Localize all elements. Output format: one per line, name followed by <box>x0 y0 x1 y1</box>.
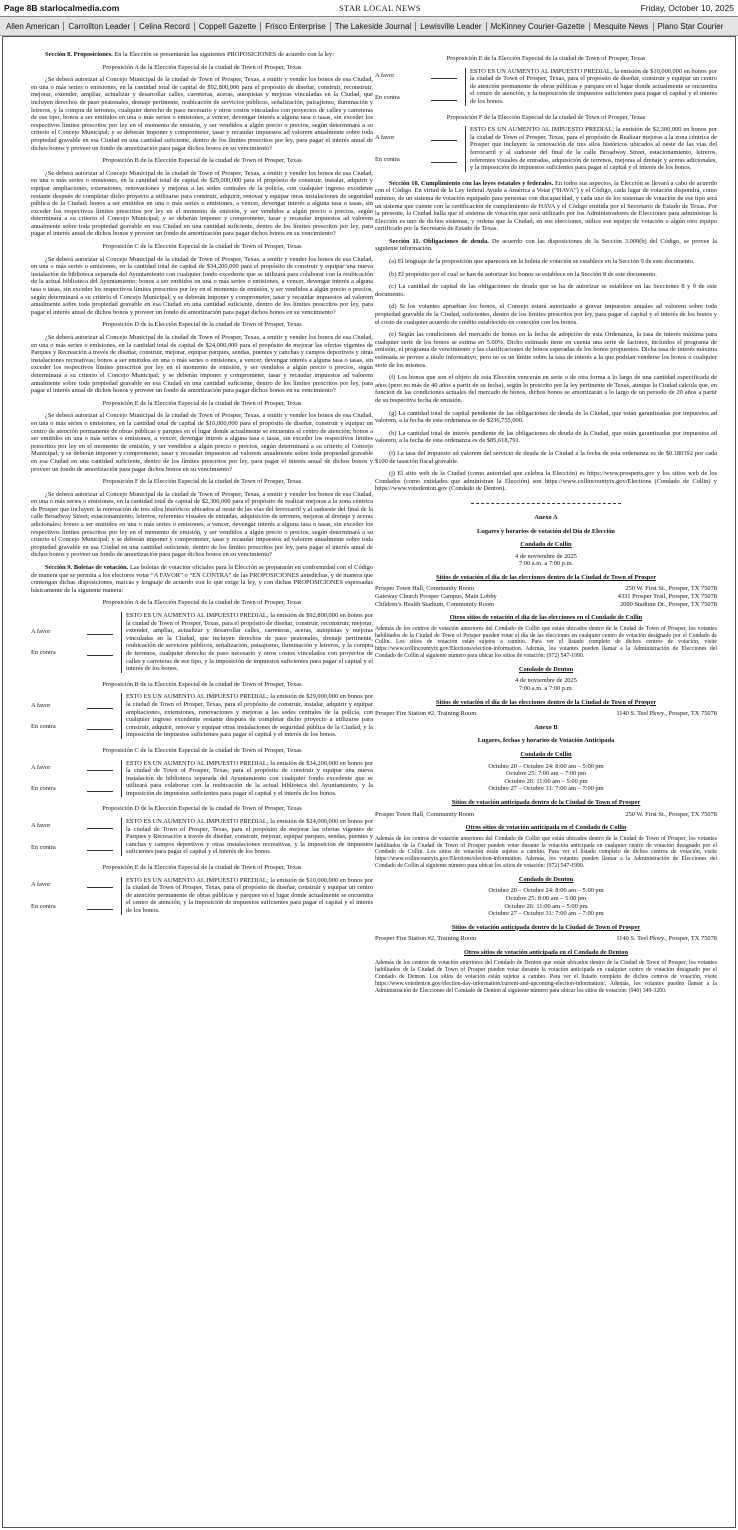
site-row: Children’s Health Stadium, Community Room 2000 Stadium Dr., Prosper, TX 75078 <box>375 600 717 608</box>
early-hours: Octubre 27 – Octubre 31: 7:00 am – 7:00 pm <box>488 910 604 918</box>
vote-line[interactable] <box>87 822 113 829</box>
item-c: (c) La cantidad de capital de las obligaciones de deuda que se ha de autorizar se establece en las Secciones 8 y 9 de este documento. <box>375 283 717 298</box>
divider <box>471 503 621 504</box>
early-hours: Octubre 20 – Octubre 24: 8:00 am – 5:00 pm <box>488 887 604 895</box>
ballot-box: A favor En contra ESTO ES UN AUMENTO AL IMPUESTO PREDIAL; la emisión de $2,300,000 en bonos por la ciudad de Town of Prosper, Texas, para el propósito de Realizar mejoras a la zona céntrica de Prosper que incluyen: la renovación de tres silos históricos ubicados al oeste de las vías del ferrocarril y al sudoeste del final de la calle Broadway Street, estacionamiento, letreros, referentes visuales de entradas, adquisición de terrenos, mejoras al drenaje y aceras adicionales, y la imposición de impuestos suficientes para pagar el capital y el interés de los bonos. <box>375 126 717 172</box>
nav-item[interactable]: Lewisville Leader <box>416 22 486 31</box>
vote-line[interactable] <box>431 156 457 163</box>
item-j: (j) El sitio web de la Ciudad (como autoridad que celebra la Elección) es https://www.prosperts.gov y los sitios web de los Condados (como entidades que administran la Elección) son https://www.collincountytx.gov/Elections (Condado de Collin) y https://www.votedenton.gov (Condado de Denton). <box>375 470 717 493</box>
item-h: (h) La cantidad total de interés pendiente de las obligaciones de deuda de la Ciudad, que están garantizadas por impuestos ad valorem, a la fecha de esta ordenanza es de $85,618,791. <box>375 429 717 445</box>
prop-text: ¿Se deberá autorizar al Concejo Municipal de la ciudad de Town of Prosper, Texas, a emitir y vender los bonos de esa Ciudad, en una o más series o emisiones, en la cantidad total de capital de $92,800,000 para el propósito de diseñar, construir, reconstruir, mejorar, extender, ampliar, actualizar y desarrollar calles, carreteras, aceras, autopistas y mejoras vinculadas en la Ciudad, que incluyen derechos de paso peatonales, drenaje pertinente, reubicación de servicios públicos, señalización, paisajismo, iluminación y letreros, y la compra de terrenos, cualquier derecho de paso necesario y otros costos vinculados con proyectos de calles y carreteras de ese tipo; bonos a ser emitidos en una o más series o emisiones, a vencer, devengar interés a alguna tasa o tasas, sin exceder los respectivos límites prescritos por ley en el momento de emisión, y ser vendidos a algún precio o precios, según determinará a su criterio el Concejo Municipal; y se deberán imponer y comprometer, tasar y recaudar impuestos ad valorem anualmente sobre toda propiedad gravable en esa Ciudad en una cantidad suficiente, dentro de los límites prescritos por ley, para pagar el interés anual de dichos bonos y proveer un fondo de amortización para pagar dichos bonos en su vencimiento? <box>31 76 373 152</box>
election-hours: 7:00 a.m. a 7:00 p.m. <box>518 560 574 568</box>
sites-heading: Sitios de votación el día de las elecciones dentro de la Ciudad de Town of Prosper <box>435 573 657 581</box>
item-g: (g) La cantidad total de capital pendiente de las obligaciones de deuda de la Ciudad, que están garantizadas por impuestos ad valorem, a la fecha de esta ordenanza es de $236,755,000. <box>375 409 717 425</box>
early-hours: Octubre 25: 8:00 am – 5:00 pm <box>505 894 587 902</box>
item-i: (i) La tasa del impuesto ad valorem del servicio de deuda de la Ciudad a la fecha de esta ordenanza es de $0.180392 por cada $100 de tasación fiscal gravable. <box>375 449 717 465</box>
paper-title: STAR LOCAL NEWS <box>338 3 421 13</box>
county-heading: Condado de Denton <box>518 875 574 883</box>
annex-a-subtitle: Lugares y horarios de votación del Día de Elección <box>477 527 615 535</box>
sites-heading: Sitios de votación anticipada dentro de la Ciudad de Town of Prosper <box>451 923 641 931</box>
ballot-box: A favor En contra ESTO ES UN AUMENTO AL IMPUESTO PREDIAL; la emisión de $29,000,000 en bonos por la ciudad de Town of Prosper, Texas, para el propósito de construir, instalar, adquirir y equipar ampliaciones, extensiones, renovaciones y mejoras a las sedes centrales de la policía, con cualquier ingreso excedente restante después de completar dicho proyecto a utilizarse para construir, adquirir, renovar y equipar otras instalaciones de seguridad pública de la Ciudad, y la imposición de impuestos suficientes para pagar el capital y el interés de los bonos. <box>31 693 373 739</box>
left-column <box>31 51 373 923</box>
ballot-heading: Proposición D de la Elección Especial de la ciudad de Town of Prosper, Texas <box>102 805 302 813</box>
section-11: Sección 11. Obligaciones de deuda. De acuerdo con las disposiciones de la Sección 3.009(b) del Código, se provee la siguiente información. <box>375 237 717 253</box>
site-row: Prosper Fire Station #2, Training Room 1140 S. Teel Pkwy., Prosper, TX 75078 <box>375 935 717 943</box>
ballot-heading: Proposición F de la Elección Especial de la ciudad de Town of Prosper, Texas <box>446 113 646 121</box>
prop-heading: Proposición C de la Elección Especial de la ciudad de Town of Prosper, Texas <box>102 243 302 251</box>
nav-item[interactable]: Allen American <box>2 22 64 31</box>
sites-heading: Otros sitios de votación anticipada en el Condado de Collin <box>465 824 627 832</box>
election-date: 4 de noviembre de 2025 <box>515 552 577 560</box>
annex-a-title: Anexo A <box>534 513 558 521</box>
section-9: Sección 9. Boletas de votación. Las boletas de votación oficiales para la Elección se prepararán en conformidad con el Código de manera que se permita a los electores votar “A FAVOR” o “EN CONTRA” de las PROPOSICIONES antedichas, y de manera que contengan dichas disposiciones, marcas y lenguaje de acuerdo con lo que exige la ley, y con dichas PROPOSICIONES expresadas básicamente de la siguiente manera: <box>31 564 374 594</box>
ballot-box: A favor En contra ESTO ES UN AUMENTO AL IMPUESTO PREDIAL; la emisión de $10,000,000 en bonos por la ciudad de Town of Prosper, Texas, para el propósito de diseñar, construir y equipar un centro de atención permanente de obras públicas y parques en el lugar donde actualmente se encuentra el centro de atención, y la imposición de impuestos suficientes para pagar el capital y el interés de los bonos. <box>31 876 373 914</box>
prop-text: ¿Se deberá autorizar al Concejo Municipal de la ciudad de Town of Prosper, Texas, a emitir y vender los bonos de esa Ciudad, en una o más series o emisiones, en la cantidad total de capital de $10,000,000 para el propósito de diseñar, construir y equipar un centro de atención permanente de obras públicas y parques en el lugar donde actualmente se encuentra el centro de atención; bonos a ser emitidos en una o más series o emisiones, a vencer, devengar interés a alguna tasa o tasas, sin exceder los respectivos límites prescritos por ley en el momento de emisión, y ser vendidos a algún precio o precios, según determinará a su criterio el Concejo Municipal; y se deberán imponer y comprometer, tasar y recaudar impuestos ad valorem anualmente sobre toda propiedad gravable en esa Ciudad en una cantidad suficiente, dentro de los límites prescritos por ley, para pagar el interés anual de dichos bonos y proveer un fondo de amortización para pagar dichos bonos en su vencimiento? <box>31 412 373 473</box>
sites-heading: Otros sitios de votación anticipada en el Condado de Denton <box>463 948 629 956</box>
county-heading: Condado de Denton <box>518 665 574 673</box>
item-f: (f) Los bonos que son el objeto de esta Elección vencerán en serie o de otra forma a lo largo de una cantidad especificada de años (pero no más de 40 años a partir de su fecha), según lo prescrito por la ley pertinente de Texas, aunque la Ciudad calcula que, en función de las condiciones actuales del mercado de bonos, dichos bonos se amortizarán a lo largo de un periodo de 20 años a partir de su respectiva fecha de emisión. <box>375 374 717 404</box>
vote-line[interactable] <box>87 764 113 771</box>
prop-text: ¿Se deberá autorizar al Concejo Municipal de la ciudad de Town of Prosper, Texas, a emitir y vender los bonos de esa Ciudad, en una o más series o emisiones, en la cantidad total de capital de $2,300,000 para el propósito de realizar mejoras a la zona céntrica de Prosper que incluyen: la renovación de tres silos históricos ubicados al oeste de las vías del ferrocarril y al sudoeste del final de la calle Broadway Street; estacionamiento, letreros, referentes visuales de entradas, adquisición de terrenos, mejoras al drenaje y aceras adicionales; bonos a ser emitidos en una o más series o emisiones, a vencer, devengar interés a alguna tasa o tasas, sin exceder los respectivos límites prescritos por ley en el momento de emisión, y ser vendidos a algún precio o precios, según determinará a su criterio el Concejo Municipal; y se deberán imponer y comprometer, tasar y recaudar impuestos ad valorem anualmente sobre toda propiedad gravable en esa Ciudad en una cantidad suficiente, dentro de los límites prescritos por ley, para pagar el interés anual de dichos bonos y proveer un fondo de amortización para pagar dichos bonos en su vencimiento? <box>31 490 373 559</box>
annex-b-subtitle: Lugares, fechas y horarios de Votación Anticipada <box>477 737 615 745</box>
early-hours: Octubre 20 – Octubre 24: 8:00 am – 5:00 pm <box>488 762 604 770</box>
prop-heading: Proposición B de la Elección Especial de la ciudad de Town of Prosper, Texas <box>102 157 302 165</box>
prop-text: ¿Se deberá autorizar al Concejo Municipal de la ciudad de Town of Prosper, Texas, a emitir y vender los bonos de esa Ciudad, en una o más series o emisiones, en la cantidad total de capital de $24,000,000 para el propósito de mejorar las ofertas vigentes de Parques y Recreación a través de diseñar, construir, mejorar, equipar parques, sendas, puentes y canchas y campos deportivos y otras instalaciones recreativas; bonos a ser emitidos en una o más series o emisiones, a vencer, devengar interés a alguna tasa o tasas, sin exceder los respectivos límites prescritos por ley en el momento de emisión, y ser vendidos a algún precio o precios, según determinará a su criterio el Concejo Municipal; y se deberán imponer y comprometer, tasar y recaudar impuestos ad valorem anualmente sobre toda propiedad gravable en esa Ciudad en una cantidad suficiente, dentro de los límites prescritos por ley, para pagar el interés anual de dichos bonos y proveer un fondo de amortización para pagar dichos bonos en su vencimiento? <box>31 334 373 395</box>
prop-text: ¿Se deberá autorizar al Concejo Municipal de la ciudad de Town of Prosper, Texas, a emitir y vender los bonos de esa Ciudad, en una o más series o emisiones, en la cantidad total de capital de $29,000,000 para el propósito de construir, instalar, adquirir y equipar ampliaciones, extensiones, renovaciones y mejoras a las sedes centrales de la policía, con cualquier ingreso excedente restante después de completar dicho proyecto a utilizarse para construir, adquirir, renovar y equipar otras instalaciones de seguridad pública de la Ciudad; bonos a ser emitidos en una o más series o emisiones, a vencer, devengar interés a alguna tasa o tasas, sin exceder los respectivos límites prescritos por ley en el momento de emisión, y ser vendidos a algún precio o precios, según determinará a su criterio el Concejo Municipal; y se deberán imponer y comprometer, tasar y recaudar impuestos ad valorem anualmente sobre toda propiedad gravable en esa Ciudad en una cantidad suficiente, dentro de los límites prescritos por ley, para pagar el interés anual de dichos bonos y proveer un fondo de amortización para pagar dichos bonos en su vencimiento? <box>31 169 373 238</box>
vote-line[interactable] <box>87 628 113 635</box>
vote-line[interactable] <box>87 702 113 709</box>
right-column <box>375 51 717 999</box>
sites-heading: Otros sitios de votación el día de las elecciones en el Condado de Collin <box>449 614 643 622</box>
nav-item[interactable]: Frisco Enterprise <box>261 22 330 31</box>
ballot-box: A favor En contra ESTO ES UN AUMENTO AL IMPUESTO PREDIAL; la emisión de $24,000,000 en bonos por la ciudad de Town of Prosper, Texas, para el propósito de mejorar las ofertas vigentes de Parques y Recreación a través de diseñar, construir, mejorar, equipar parques, sendas, puentes y canchas y campos deportivos y otras instalaciones recreativas, y la imposición de impuestos suficientes para pagar el capital y el interés de los bonos. <box>31 818 373 856</box>
vote-line[interactable] <box>87 785 113 792</box>
ballot-box: A favor En contra ESTO ES UN AUMENTO AL IMPUESTO PREDIAL; la emisión de $34,200,000 en bonos por la ciudad de Town of Prosper, Texas, para el propósito de construir y equipar una nueva instalación de biblioteca separada del Ayuntamiento con cualquier fondo excedente que se utilizará para colaborar con la reubicación de la actual biblioteca del Ayuntamiento, y la imposición de impuestos suficientes para pagar el capital y el interés de los bonos. <box>31 759 373 797</box>
nav-item[interactable]: Coppell Gazette <box>195 22 261 31</box>
vote-line[interactable] <box>87 881 113 888</box>
vote-line[interactable] <box>431 94 457 101</box>
other-sites-text: Además de los centros de votación anteriores del Condado de Collin que están ubicados dentro de la Ciudad de Town of Prosper, los votantes habilitados de la Ciudad de Town of Prosper pueden votar durante la votación anticipada en cualquier centro de votación designado por el Condado de Collin. Los sitios de votación están sujetos a cambio. Para ver el listado completo de dichos centros de votación, visite https://www.collincountytx.gov/Elections/election-information. Además, los votantes pueden llamar a la Administración de Elecciones del Condado de Collin al siguiente número para ubicar los sitios de votación: (972) 547-1990. <box>375 835 717 869</box>
prop-heading: Proposición D de la Elección Especial de la ciudad de Town of Prosper, Texas <box>102 321 302 329</box>
election-hours: 7:00 a.m. a 7:00 p.m. <box>518 685 574 693</box>
other-sites-text: Además de los centros de votación anteriores del Condado de Collin que están ubicados dentro de la Ciudad de Town of Prosper, los votantes habilitados de la Ciudad de Town of Prosper pueden votar el día de las elecciones en cualquier centro de votación designado por el Condado de Collin. Los sitios de votación están sujetos a cambio. Para ver el listado completo de dichos centros de votación, visite https://www.collincountytx.gov/Elections/election-information. Además, los votantes pueden llamar a la Administración de Elecciones del Condado de Collin al siguiente número para ubicar los sitios de votación: (972) 547-1990. <box>375 625 717 660</box>
early-hours: Octubre 26: 11:00 am – 5:00 pm <box>504 902 588 910</box>
prop-text: ¿Se deberá autorizar al Concejo Municipal de la ciudad de Town of Prosper, Texas, a emitir y vender los bonos de esa Ciudad, en una o más series o emisiones, en la cantidad total de capital de $34,200,000 para el propósito de construir y equipar una nueva instalación de biblioteca separada del Ayuntamiento con cualquier fondo excedente que se utilizará para colaborar con la reubicación de la actual biblioteca del Ayuntamiento; bonos a ser emitidos en una o más series o emisiones, a vencer, devengar interés a alguna tasa o tasas, sin exceder los respectivos límites prescritos por ley en el momento de emisión, y ser vendidos a algún precio o precios, según determinará a su criterio el Concejo Municipal; y se deberán imponer y comprometer, tasar y recaudar impuestos ad valorem anualmente sobre toda propiedad gravable en esa Ciudad en una cantidad suficiente, dentro de los límites prescritos por ley, para pagar el interés anual de dichos bonos y proveer un fondo de amortización para pagar dichos bonos en su vencimiento? <box>31 255 373 316</box>
item-d: (d) Si los votantes aprueban los bonos, el Consejo estará autorizado a gravar impuestos anuales ad valorem sobre toda propiedad gravable de la Ciudad, suficientes, dentro de los límites prescritos por ley, para pagar el capital y el interés de los bonos y el costo de cualquier acuerdo de crédito establecido en conexión con los bonos. <box>375 303 717 326</box>
site-row: Prosper Town Hall, Community Room 250 W. First St., Prosper, TX 75078 <box>375 585 717 593</box>
ballot-heading: Proposición B de la Elección Especial de la ciudad de Town of Prosper, Texas <box>102 680 302 688</box>
ballot-heading: Proposición E de la Elección Especial de la ciudad de Town of Prosper, Texas <box>446 55 646 62</box>
item-a: (a) El lenguaje de la proposición que aparecerá en la boleta de votación se establece en la Sección 9 de este documento. <box>389 258 695 266</box>
early-hours: Octubre 26: 11:00 am – 5:00 pm <box>504 777 588 785</box>
ballot-box: A favor En contra ESTO ES UN AUMENTO AL IMPUESTO PREDIAL; la emisión de $10,000,000 en bonos por la ciudad de Town of Prosper, Texas, para el propósito de diseñar, construir y equipar un centro de atención permanente de obras públicas y parques en el lugar donde actualmente se encuentra el centro de atención, y la imposición de impuestos suficientes para pagar el capital y el interés de los bonos. <box>375 67 717 105</box>
early-hours: Octubre 25: 7:00 am – 7:00 pm <box>505 770 587 778</box>
item-e: (e) Según las condiciones del mercado de bonos en la fecha de adopción de esta Ordenanza, la tasa de interés máxima para cualquier serie de los bonos se estima en 5.00%. Dicho estimado tiene en cuenta una serie de factores, incluidos el programa de emisión, el programa de vencimiento y las clasificaciones de bonos esperadas de los bonos propuestos. Dicha tasa de interés máxima estimada se provee a título informativo, pero no es un límite sobre la tasa de interés a la que podrían venderse los bonos o cualquier serie de los mismos. <box>375 331 717 369</box>
vote-line[interactable] <box>431 134 457 141</box>
prop-heading: Proposición F de la Elección Especial de la ciudad de Town of Prosper, Texas <box>102 478 302 486</box>
vote-line[interactable] <box>87 903 113 910</box>
prop-heading: Proposición E de la Elección Especial de la ciudad de Town of Prosper, Texas <box>102 399 302 407</box>
masthead <box>0 0 738 17</box>
site-row: Prosper Fire Station #2, Training Room 1140 S. Teel Pkwy., Prosper, TX 75078 <box>375 710 717 718</box>
issue-date: Friday, October 10, 2025 <box>640 3 734 13</box>
nav-item[interactable]: McKinney Courier-Gazette <box>487 22 590 31</box>
sites-heading: Sitios de votación el día de las elecciones dentro de la Ciudad de Town of Prosper <box>435 698 657 706</box>
early-hours: Octubre 27 – Octubre 31: 7:00 am – 7:00 pm <box>488 785 604 793</box>
vote-line[interactable] <box>87 844 113 851</box>
ballot-heading: Proposición A de la Elección Especial de la ciudad de Town of Prosper, Texas <box>102 599 302 607</box>
ballot-heading: Proposición E de la Elección Especial de la ciudad de Town of Prosper, Texas <box>102 864 302 872</box>
vote-line[interactable] <box>87 649 113 656</box>
county-heading: Condado de Collin <box>520 750 572 758</box>
site-row: Gateway Church Prosper Campus, Main Lobby 4331 Prosper Trail, Prosper, TX 75078 <box>375 593 717 601</box>
section-10: Sección 10. Cumplimiento con las leyes estatales y federales. En todos sus aspectos, la Elección se llevará a cabo de acuerdo con el Código. En virtud de la Ley federal Ayude a América a Votar (“HAVA”) y el Código, cada lugar de votación dispondrá, como mínimo, de un sistema de votación equipado para personas con discapacidad, y cada uno de los sistemas de votación de ese tipo será un sistema que cuente con la certificación de cumplimiento de HAVA y el Código emitida por el Secretario de Estado de Texas. Por la presente, la Ciudad halla que el sistema de votación que será utilizado por los Administradores de Elecciones para administrar la Elección es uno de dichos sistemas, y ordena que la Ciudad, en sus elecciones, utilice ese equipo de votación o algún otro equipo certificado por la Secretaría de Estado de Texas. <box>375 179 717 233</box>
ballot-heading: Proposición C de la Elección Especial de la ciudad de Town of Prosper, Texas <box>102 746 302 754</box>
site-row: Prosper Town Hall, Community Room 250 W. First St., Prosper, TX 75078 <box>375 810 717 818</box>
legal-notice <box>2 36 736 1528</box>
nav-item[interactable]: Plano Star Courier <box>657 21 724 31</box>
page-number[interactable]: Page 8B starlocalmedia.com <box>4 3 120 13</box>
nav-item[interactable]: Celina Record <box>135 22 195 31</box>
ballot-box: A favor En contra ESTO ES UN AUMENTO AL IMPUESTO PREDIAL; la emisión de $92,800,000 en bonos por la ciudad de Town of Prosper, Texas, para el propósito de diseñar, construir, reconstruir, mejorar, extender, ampliar, actualizar y desarrollar calles, carreteras, aceras, autopistas y mejoras vinculadas en la Ciudad, que incluyen derechos de paso peatonales, drenaje pertinente, reubicación de servicios públicos, señalización, paisajismo, iluminación y letreros, y la compra de terrenos, cualquier derecho de paso necesario y otros costos vinculados con proyectos de calles y carreteras de ese tipo, y la imposición de impuestos suficientes para pagar el capital y el interés de los bonos. <box>31 612 373 673</box>
county-heading: Condado de Collin <box>520 541 572 549</box>
prop-heading: Proposición A de la Elección Especial de la ciudad de Town of Prosper, Texas <box>102 63 302 71</box>
section-8: Sección 8. Proposiciones. En la Elección se presentarán las siguientes PROPOSICIONES de acuerdo con la ley: <box>45 51 335 58</box>
publications-nav <box>0 17 738 36</box>
nav-item[interactable]: Carrollton Leader <box>64 22 135 31</box>
sites-heading: Sitios de votación anticipada dentro de la Ciudad de Town of Prosper <box>451 798 641 806</box>
nav-item[interactable]: Mesquite News <box>590 22 654 31</box>
nav-item[interactable]: The Lakeside Journal <box>331 22 417 31</box>
annex-b-title: Anexo B <box>534 723 558 731</box>
item-b: (b) El propósito por el cual se han de autorizar los bonos se establece en la Sección 8 de este documento. <box>389 270 657 278</box>
election-date: 4 de noviembre de 2025 <box>515 677 577 685</box>
vote-line[interactable] <box>87 723 113 730</box>
vote-line[interactable] <box>431 72 457 79</box>
other-sites-text: Además de los centros de votación anteriores del Condado de Denton que están ubicados dentro de la Ciudad de Town of Prosper, los votantes habilitados de la Ciudad de Town of Prosper pueden votar durante la votación anticipada en cualquier centro de votación designado por el Condado de Denton. Los sitios de votación están sujetos a cambio. Para ver el listado completo de dichos centros de votación, visite https://www.votedenton.gov/election-day-information/current-and-upcoming-election-information/. Además, los votantes pueden llamar a la Administración de Elecciones del Condado de Denton al siguiente número para ubicar los sitios de votación: (940) 349-3200. <box>375 960 717 994</box>
